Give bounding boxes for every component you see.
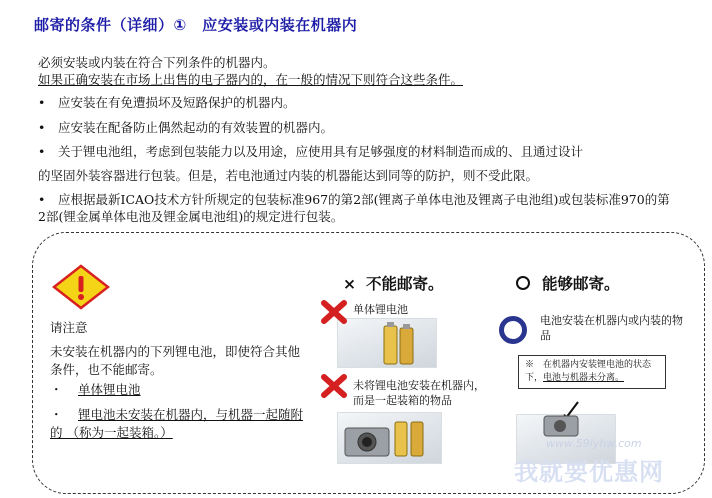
bullet-text: 2部(锂金属单体电池及锂金属电池组)的规定进行包装。: [38, 209, 344, 224]
page-title: 邮寄的条件（详细）① 应安装或内装在机器内: [34, 16, 358, 34]
intro-line-2: 如果正确安装在市场上出售的电子器内的，在一般的情况下则符合这些条件。: [38, 72, 464, 87]
watermark-text: 我就要优惠网: [514, 458, 664, 486]
bullet-marker: •: [38, 144, 46, 159]
bullet-marker: •: [38, 192, 46, 207]
bullet-item: [38, 119, 333, 137]
ok-label: 能够邮寄。: [542, 275, 620, 293]
bullet-marker: •: [38, 120, 46, 135]
camera-with-arrow-icon: [540, 400, 590, 440]
notice-item: [50, 381, 141, 399]
ok-ring-icon: [499, 316, 527, 344]
circle-symbol-icon: [516, 276, 530, 290]
notice-marker: ・: [50, 407, 63, 422]
bullet-marker: •: [38, 95, 46, 110]
ok-heading: [516, 272, 620, 294]
bullet-item: [38, 191, 670, 209]
notice-text: 单体锂电池: [78, 382, 141, 397]
case-packed-together: 未将锂电池安装在机器内，而是一起装箱的物品: [353, 379, 485, 407]
bullet-item: [38, 143, 583, 161]
camera-with-batteries-icon: [343, 418, 433, 458]
installed-note-prefix: ※ 在机器内安装锂电池的状态下，: [525, 360, 652, 383]
case-installed: 电池安装在机器内或内装的物品: [540, 314, 683, 342]
intro-line-1: 必须安装或内装在符合下列条件的机器内。: [38, 55, 276, 70]
battery-icon: [382, 320, 418, 366]
cross-mark-icon: [320, 374, 348, 398]
not-ok-label: 不能邮寄。: [366, 275, 444, 293]
case-single-cell: 单体锂电池: [353, 303, 408, 316]
cross-mark-icon: [320, 300, 348, 324]
not-ok-heading: [343, 272, 444, 294]
bullet-item: [38, 94, 296, 112]
cross-symbol: ×: [343, 275, 356, 293]
installed-note: [518, 355, 666, 389]
notice-marker: ・: [50, 382, 63, 397]
bullet-text: 应安装在配备防止偶然起动的有效装置的机器内。: [58, 120, 334, 135]
warning-icon: [52, 264, 110, 310]
notice-label: 请注意: [50, 320, 88, 335]
bullet-continuation: [38, 208, 343, 226]
bullet-text: 关于锂电池组，考虑到包装能力以及用途，应使用具有足够强度的材料制造而成的、且通过设计: [58, 144, 584, 159]
bullet-text: 的坚固外装容器进行包装。但是，若电池通过内装的机器能达到同等的防护，则不受此限。: [38, 168, 539, 183]
notice-text: 锂电池未安装在机器内，与机器一起随附的 （称为一起装箱。）: [50, 407, 304, 440]
notice-item: [50, 406, 312, 442]
installed-note-underlined: 电池与机器未分离。: [543, 373, 625, 383]
bullet-text: 应安装在有免遭损坏及短路保护的机器内。: [58, 95, 296, 110]
notice-body: 未安装在机器内的下列锂电池，即使符合其他条件，也不能邮寄。: [50, 344, 301, 377]
bullet-text: 应根据最新ICAO技术方针所规定的包装标准967的第2部(锂离子单体电池及锂离子电池组)或包装标准970的第: [58, 192, 670, 207]
watermark-url: www.59lyhw.com: [546, 437, 642, 450]
bullet-continuation: [38, 167, 538, 185]
